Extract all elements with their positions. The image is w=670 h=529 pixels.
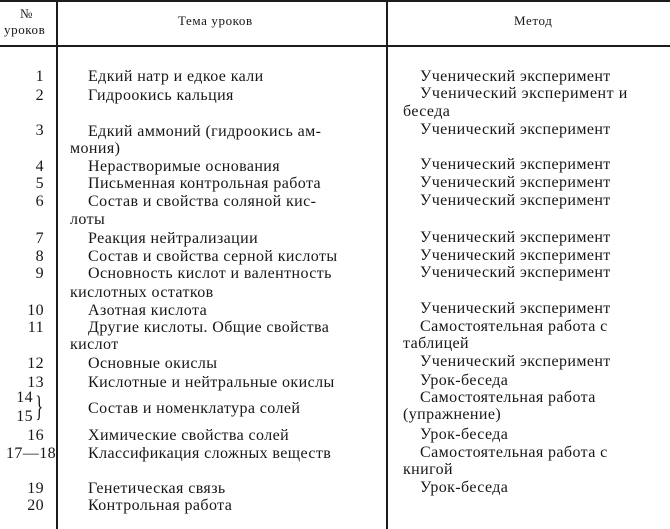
row-number: 12 [27, 355, 44, 372]
row-method: Урок-беседа [420, 426, 509, 443]
row-method: Ученический эксперимент и [420, 85, 628, 102]
row-method: Ученический эксперимент [420, 229, 611, 246]
row-number: 15 [16, 408, 33, 425]
row-topic-cont: мония) [70, 140, 121, 157]
row-number: 11 [27, 319, 44, 336]
row-number: 8 [35, 248, 44, 265]
row-topic: Гидроокись кальция [88, 87, 234, 104]
column-divider-1 [56, 0, 58, 529]
row-topic-cont: лоты [70, 211, 106, 228]
row-number: 20 [27, 497, 44, 514]
row-method: Урок-беседа [420, 479, 509, 496]
row-topic: Азотная кислота [88, 302, 208, 319]
row-method: Ученический эксперимент [420, 353, 611, 370]
row-topic: Нерастворимые основания [88, 158, 281, 175]
row-number: 17—18 [6, 445, 56, 462]
row-method: Ученический эксперимент [420, 174, 611, 191]
row-number: 1 [35, 68, 44, 85]
row-number: 10 [27, 302, 44, 319]
row-number: 9 [35, 265, 44, 282]
row-number: 14 [16, 389, 33, 406]
header-topic: Тема уроков [178, 13, 253, 28]
row-topic: Основные окислы [88, 355, 218, 372]
row-method: Самостоятельная работа с [420, 444, 608, 461]
row-topic: Письменная контрольная работа [88, 175, 322, 192]
row-method: Самостоятельная работа [420, 389, 596, 406]
row-topic: Состав и свойства соляной кис- [88, 193, 317, 210]
row-method-cont: (упражнение) [403, 406, 502, 423]
row-method: Самостоятельная работа с [420, 318, 608, 335]
row-method-cont: книгой [403, 461, 454, 478]
row-topic-cont: кислот [70, 336, 119, 353]
row-method: Ученический эксперимент [420, 300, 611, 317]
row-number: 3 [35, 122, 44, 139]
row-topic: Состав и свойства серной кислоты [88, 248, 338, 265]
row-method: Ученический эксперимент [420, 264, 611, 281]
row-method-cont: беседа [403, 103, 451, 120]
row-number: 4 [35, 158, 44, 175]
row-number: 6 [35, 193, 44, 210]
row-method-cont: таблицей [403, 335, 470, 352]
row-number: 13 [27, 374, 44, 391]
row-topic: Генетическая связь [88, 480, 226, 497]
row-number: 16 [27, 427, 44, 444]
row-topic: Химические свойства солей [88, 427, 290, 444]
header-method: Метод [514, 13, 553, 28]
row-method: Урок-беседа [420, 372, 509, 389]
row-method: Ученический эксперимент [420, 192, 611, 209]
row-topic: Реакция нейтрализации [88, 230, 259, 247]
row-topic: Кислотные и нейтральные окислы [88, 374, 335, 391]
header-num-symbol: № [20, 6, 34, 21]
row-method: Ученический эксперимент [420, 156, 611, 173]
row-topic: Контрольная работа [88, 497, 233, 514]
header-rule [0, 45, 670, 47]
row-topic: Состав и номенклатура солей [88, 400, 301, 417]
row-number: 19 [27, 480, 44, 497]
brace-symbol: } [35, 390, 44, 423]
column-divider-2 [386, 0, 388, 529]
header-num-label: уроков [4, 22, 46, 37]
row-topic: Другие кислоты. Общие свойства [88, 319, 330, 336]
row-number: 7 [35, 230, 44, 247]
row-number: 5 [35, 175, 44, 192]
row-topic: Основность кислот и валентность [88, 265, 332, 282]
row-method: Ученический эксперимент [420, 247, 611, 264]
row-method: Ученический эксперимент [420, 68, 611, 85]
top-rule [0, 0, 670, 2]
row-topic-cont: кислотных остатков [70, 284, 214, 301]
row-method: Ученический эксперимент [420, 121, 611, 138]
row-number: 2 [35, 87, 44, 104]
row-topic: Едкий натр и едкое кали [88, 68, 264, 85]
row-topic: Классификация сложных веществ [88, 445, 332, 462]
row-topic: Едкий аммоний (гидроокись ам- [88, 123, 322, 140]
